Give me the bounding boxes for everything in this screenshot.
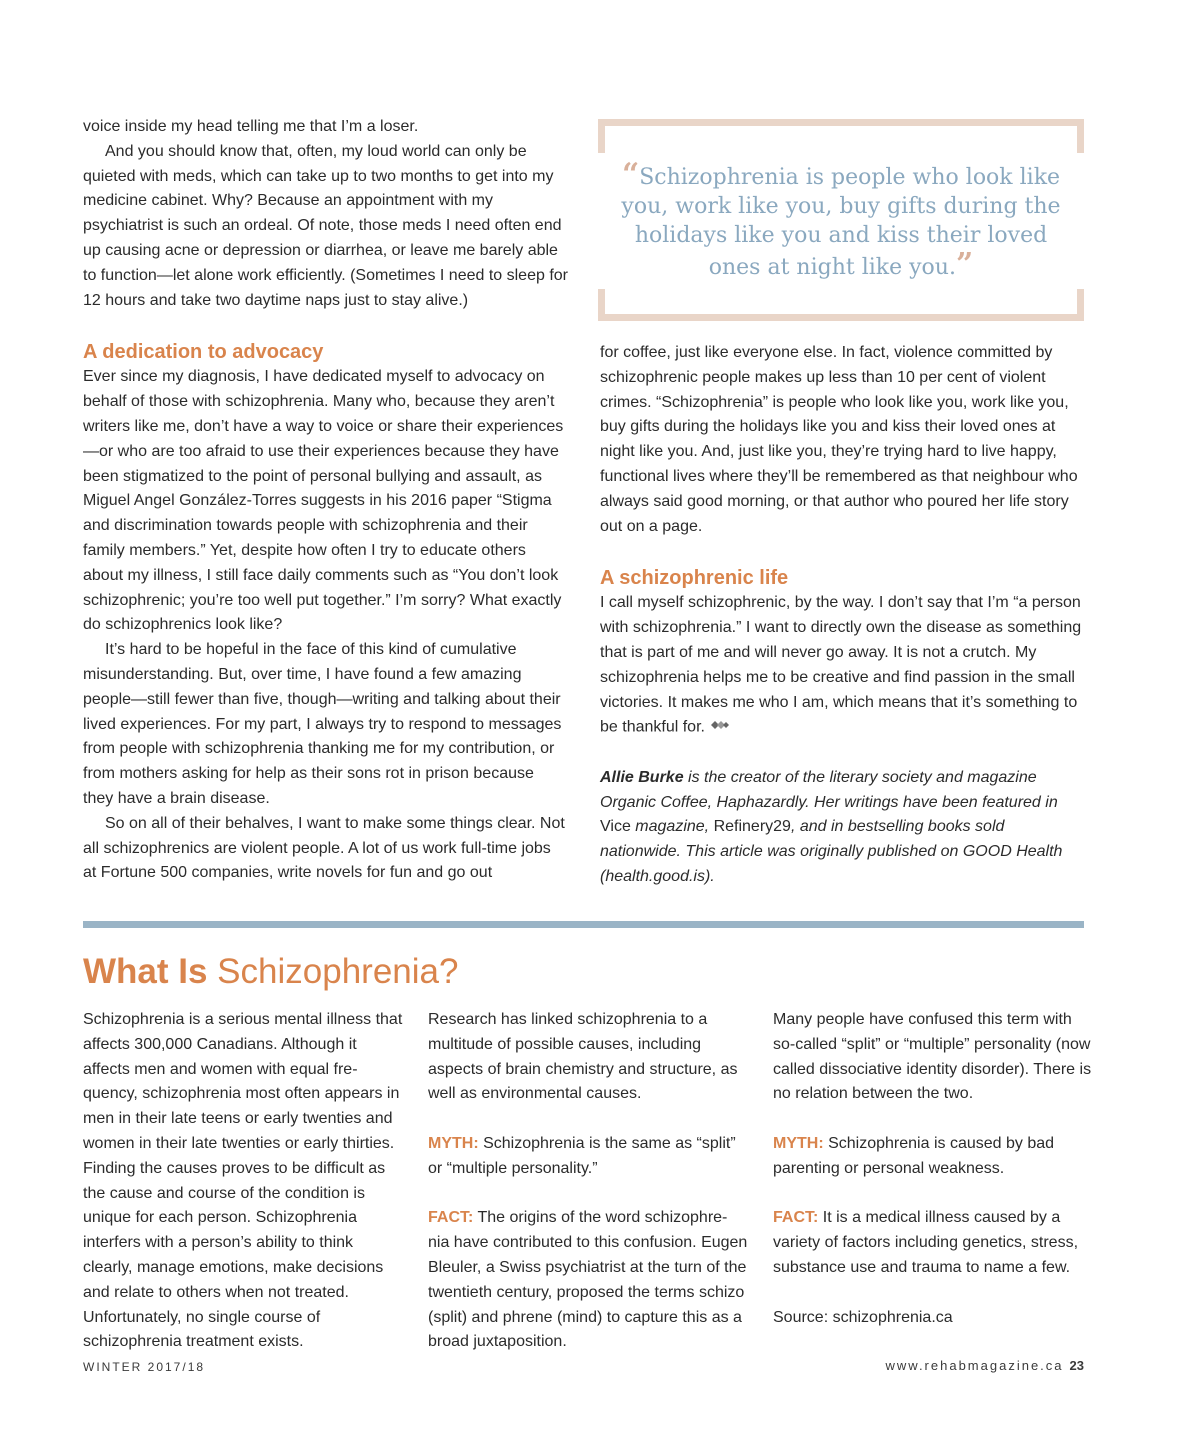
article-right-column <box>600 341 1086 890</box>
section-heading-life: A schizophrenic life <box>600 567 789 590</box>
author-bio-publication: Refinery29 <box>713 818 791 836</box>
article-paragraph: Ever since my diagnosis, I have dedicated myself to advocacy on behalf of those with schizophrenia. Many who, because they aren’t writers like me, don’t have a way to voice or share their experiences—or who are too afraid to use their experiences because they have been stigmatized to the point of personal bullying and assault, as Miguel Angel González-Torres suggests in his 2016 paper “Stigma and discrimination towards people with schizophrenia and their family members.” Yet, despite how often I try to educate others about my illness, I still face daily comments such as “You don’t look schizophrenic; you’re too well put together.” I’m sorry? What exactly do schizophrenics look like? <box>83 368 564 634</box>
pull-quote <box>598 119 1084 321</box>
article-left-column <box>83 115 568 886</box>
diamond-ornament-icon <box>709 715 731 740</box>
quote-frame-corner <box>598 119 605 153</box>
article-paragraph <box>600 591 1086 740</box>
quote-frame-corner <box>1077 289 1084 321</box>
article-paragraph: for coffee, just like everyone else. In fact, violence committed by schizophrenic people makes up less than 10 per cent of violent crimes. “Schizophrenia” is people who look like you, work like you, buy gifts during the holidays like you and kiss their loved ones at night like you. And, just like you, they’re trying hard to live happy, functional lives where they’ll be remembered as that neighbour who always said good morning, or that author who poured her life story out on a page. <box>600 344 1078 535</box>
myth-text: Schizophrenia is caused by bad parenting or personal weakness. <box>773 1134 1055 1177</box>
sidebar-title-rest: Schizophrenia? <box>207 952 459 991</box>
fact-text: It is a medical illness caused by a variety of factors including genetics, stress, substance use and trauma to name a few. <box>773 1209 1079 1276</box>
article-paragraph: So on all of their behalves, I want to make some things clear. Not all schizophrenics are violent people. A lot of us work full-time jobs at Fortune 500 companies, write novels for fun and go out <box>83 814 565 882</box>
quote-frame-bottom <box>598 314 1084 321</box>
author-bio-publication: Vice <box>600 818 631 836</box>
section-divider <box>83 921 1084 928</box>
open-quote-mark: “ <box>621 157 640 192</box>
fact-item <box>773 1206 1093 1280</box>
close-quote-mark: ” <box>955 247 974 282</box>
sidebar-paragraph: Schizophrenia is a serious mental illness that affects 300,000 Canadians. Although it affects men and women with equal fre-quency, schizophrenia most often appears in men in their late teens or early twenties and women in their late twenties or early thirties. Finding the causes proves to be difficult as the cause and course of the condition is unique for each person. Schizophrenia interfers with a person’s ability to think clearly, manage emotions, make decisions and relate to others when not treated. Unfortunately, no single course of schizophrenia treatment exists. <box>83 1011 403 1351</box>
myth-item <box>773 1132 1093 1182</box>
fact-label: FACT: <box>773 1209 819 1227</box>
sidebar-column-1 <box>83 1008 403 1355</box>
quote-frame-corner <box>1077 119 1084 153</box>
fact-label: FACT: <box>428 1209 474 1227</box>
myth-item <box>428 1132 748 1182</box>
fact-text: The origins of the word schizophre-nia have contributed to this confusion. Eugen Bleuler, a Swiss psychiatrist at the turn of the twentieth century, proposed the terms schizo (split) and phrene (mind) to capture this as a broad juxtaposition. <box>428 1209 748 1351</box>
quote-frame-corner <box>598 289 605 321</box>
author-bio-text: is the creator of the literary society and magazine Organic Coffee, Haphazardly. Her writings have been featured in <box>600 768 1058 811</box>
page-number: 23 <box>1069 1358 1084 1373</box>
section-heading-advocacy: A dedication to advocacy <box>83 341 324 364</box>
source-credit: Source: schizophrenia.ca <box>773 1308 953 1326</box>
article-paragraph: voice inside my head telling me that I’m a loser. <box>83 118 419 135</box>
myth-label: MYTH: <box>428 1134 479 1152</box>
myth-label: MYTH: <box>773 1134 824 1152</box>
sidebar-column-2 <box>428 1008 748 1355</box>
myth-text: Schizophrenia is the same as “split” or “multiple personality.” <box>428 1134 736 1177</box>
sidebar-paragraph: Many people have confused this term with so-called “split” or “multiple” personality (now called dissociative identity disorder). There is no relation between the two. <box>773 1011 1092 1103</box>
sidebar-title <box>83 950 458 994</box>
author-bio-text: , and in bestselling books sold nationwide. This article was originally published on GOOD Health (health.good.is). <box>600 818 1063 885</box>
article-paragraph: And you should know that, often, my loud world can only be quieted with meds, which can take up to two months to get into my medicine cabinet. Why? Because an appointment with my psychiatrist is such an ordeal. Of note, those meds I need often end up causing acne or depression or diarrhea, or leave me barely able to function—let alone work efficiently. (Sometimes I need to sleep for 12 hours and take two daytime naps just to stay alive.) <box>83 142 568 309</box>
fact-item <box>428 1206 748 1355</box>
website-url: www.rehabmagazine.ca <box>885 1358 1064 1373</box>
quote-frame-top <box>598 119 1084 126</box>
pull-quote-body: Schizophrenia is people who look like you, work like you, buy gifts during the holidays like you and kiss their loved ones at night like you. <box>621 165 1061 280</box>
article-paragraph-text: I call myself schizophrenic, by the way. I don’t say that I’m “a person with schizophrenia.” I want to directly own the disease as something that is part of me and will never go away. It is not a crutch. My schizophrenia helps me to be creative and find passion in the small victories. It makes me who I am, which means that it’s something to be thankful for. <box>600 594 1082 736</box>
author-name: Allie Burke <box>600 768 684 786</box>
article-paragraph: It’s hard to be hopeful in the face of this kind of cumulative misunderstanding. But, over time, I have found a few amazing people—still fewer than five, though—writing and talking about their lived experiences. For my part, I always try to respond to messages from people with schizophrenia thanking me for my contribution, or from mothers asking for help as their sons rot in prison because they have a brain disease. <box>83 641 562 807</box>
author-bio-text: magazine, <box>630 818 714 836</box>
sidebar-title-bold: What Is <box>83 952 208 991</box>
footer-right <box>886 1358 1085 1373</box>
pull-quote-text <box>618 157 1064 282</box>
sidebar-paragraph: Research has linked schizophrenia to a multitude of possible causes, including aspects of brain chemistry and structure, as well as environmental causes. <box>428 1011 738 1103</box>
sidebar-column-3 <box>773 1008 1093 1330</box>
issue-label: WINTER 2017/18 <box>83 1360 206 1374</box>
author-bio <box>600 766 1086 890</box>
